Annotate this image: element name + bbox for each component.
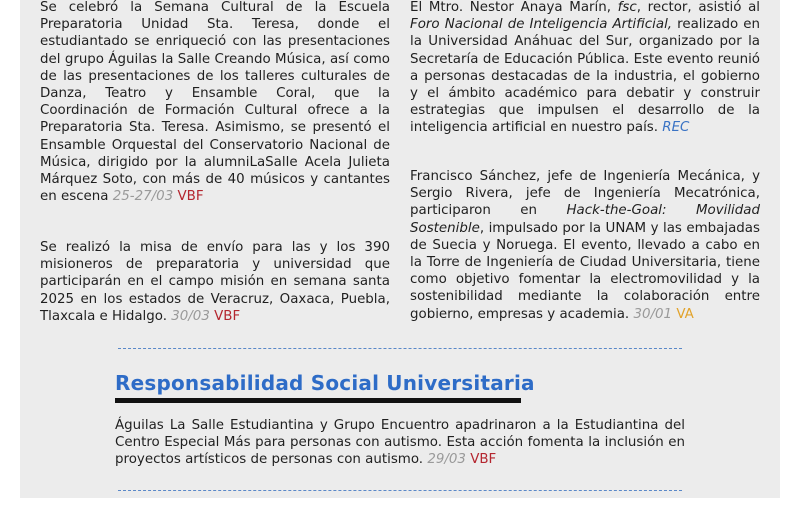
section-title-underline <box>115 398 521 403</box>
news-text: , impulsado por la UNAM y las embajadas de Suecia y Noruega. El evento, llevado a cabo en la Torre de Ingeniería de Ciudad Universitaria, tiene como objetivo fomentar la electromovilidad y la sostenibilidad mediante la colaboración entre gobierno, empresas y academia. <box>410 220 760 322</box>
news-item-semana-cultural <box>40 0 390 205</box>
news-event-name: Foro Nacional de Inteligencia Artificial, <box>410 17 673 33</box>
news-date: 25-27/03 <box>112 189 174 205</box>
news-code: VBF <box>470 452 497 468</box>
news-text: Se celebró la Semana Cultural de la Escuela Preparatoria Unidad Sta. Teresa, donde el estudiantado se enriqueció con las presentaciones del grupo Águilas la Salle Creando Música, así como de las presentaciones de los talleres culturales de Danza, Teatro y Ensamble Coral, que la Coordinación de Formación Cultural ofrece a la Preparatoria Sta. Teresa. Asimismo, se presentó el Ensamble Orquestal del Conservatorio Nacional de Música, dirigido por la alumniLaSalle Acela Julieta Márquez Soto, con más de 40 músicos y cantantes en escena <box>40 0 390 205</box>
news-item-misa-envio <box>40 239 390 325</box>
news-text: Se realizó la misa de envío para las y los 390 misioneros de preparatoria y universidad que participarán en el campo misión en semana santa 2025 en los estados de Veracruz, Oaxaca, Puebla, Tlaxcala e Hidalgo. <box>40 240 390 324</box>
news-date: 30/03 <box>171 308 210 324</box>
news-date: 30/01 <box>633 306 673 322</box>
news-text: El Mtro. Nestor Anaya Marín, <box>410 0 618 15</box>
news-text: Águilas La Salle Estudiantina y Grupo Encuentro apadrinaron a la Estudiantina del Centro Especial Más para personas con autismo. Esta acción fomenta la inclusión en proyectos artísticos de personas con autismo. <box>115 418 685 468</box>
section-title: Responsabilidad Social Universitaria <box>115 371 535 395</box>
section-divider-bottom <box>118 490 682 491</box>
news-code: VBF <box>177 189 204 205</box>
news-date: 29/03 <box>427 452 466 468</box>
news-text: realizado en la Universidad Anáhuac del Sur, organizado por la Secretaría de Educación Pública. Este evento reunió a personas destacadas de la industria, el gobierno y el ámbito académico para debatir y construir estrategias que impulsen el desarrollo de la inteligencia artificial en nuestro país. <box>410 17 761 136</box>
news-text: Francisco Sánchez, jefe de Ingeniería Mecánica, y Sergio Rivera, jefe de Ingeniería Mecatrónica, participaron en <box>410 169 760 219</box>
news-event-name: Hack-the-Goal: Movilidad Sostenible <box>410 203 760 236</box>
section-divider-top <box>118 348 682 349</box>
news-text-emphasis: fsc <box>617 0 637 15</box>
news-item-foro-ia <box>410 0 760 137</box>
news-text: , rector, asistió al <box>636 0 760 15</box>
news-code: VA <box>676 306 694 322</box>
news-item-estudiantina <box>115 417 685 469</box>
news-code: REC <box>662 120 690 136</box>
news-code: VBF <box>214 308 241 324</box>
news-item-hack-the-goal <box>410 168 760 323</box>
